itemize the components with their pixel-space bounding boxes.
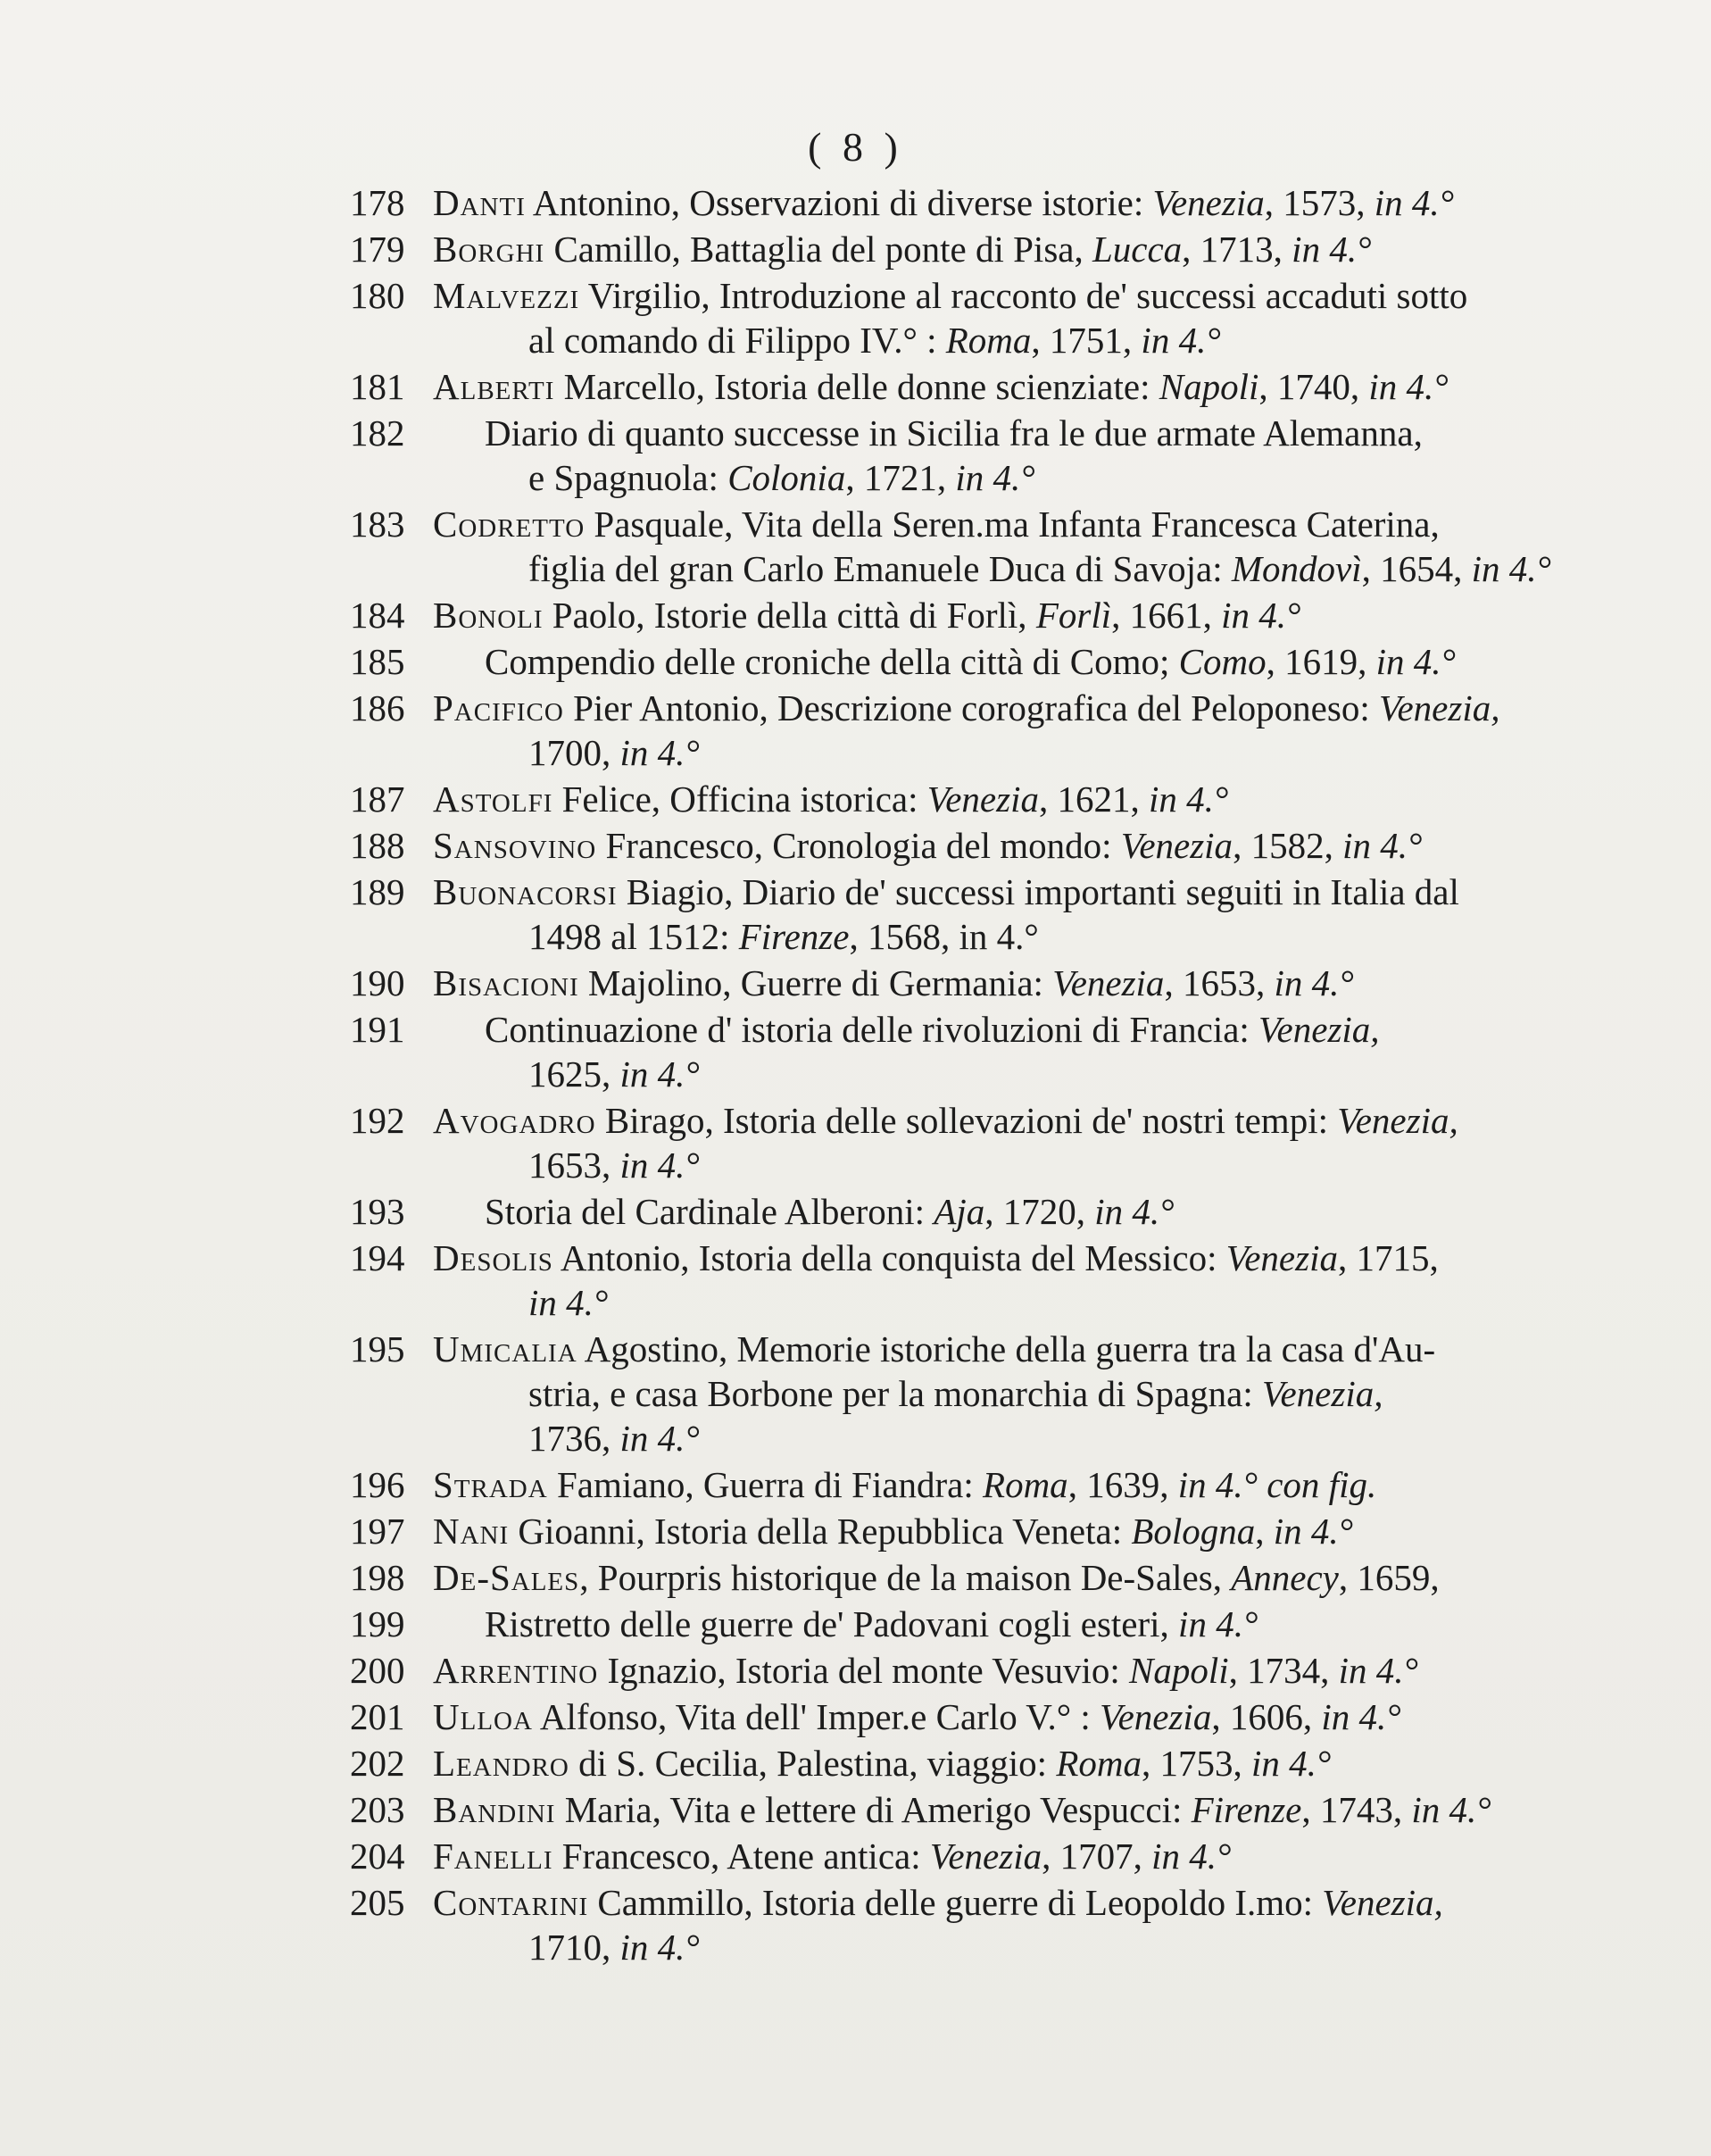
catalog-entry (350, 1648, 1528, 1693)
entry-format: in 4.° (619, 1145, 700, 1186)
entry-year: , 1639, (1067, 1464, 1178, 1505)
entry-author: Malvezzi (433, 275, 580, 316)
entry-year: , 1661, (1111, 595, 1222, 636)
entry-title: Cammillo, Istoria delle guerre di Leopoldo I.mo: (588, 1882, 1323, 1923)
entry-format: in 4.° (1375, 641, 1456, 682)
entry-place: Colonia (727, 457, 846, 498)
entry-place: Venezia (1120, 825, 1233, 866)
entry-author: Borghi (433, 229, 545, 270)
catalog-entry (350, 227, 1528, 271)
entry-author: Astolfi (433, 778, 553, 820)
entry-place: Napoli (1128, 1650, 1229, 1691)
entry-author: Codretto (433, 504, 586, 545)
entry-title: Pier Antonio, Descrizione corografica del Peloponeso: (563, 687, 1379, 728)
entry-year: , 1707, (1042, 1836, 1152, 1877)
entry-number: 181 (350, 366, 405, 407)
entry-year: 1625, (528, 1053, 620, 1095)
catalog-entry (350, 1787, 1528, 1832)
entry-place: Venezia, (1378, 687, 1500, 728)
entry-author: Fanelli (433, 1836, 553, 1877)
entry-format: in 4.° (1292, 229, 1372, 270)
entry-title: Diario di quanto successe in Sicilia fra le due armate Alemanna, (485, 412, 1423, 454)
entry-title: Virgilio, Introduzione al racconto de' successi accaduti sotto (579, 275, 1468, 316)
entry-place: Venezia (1152, 182, 1265, 223)
entry-year: , 1734, (1228, 1650, 1339, 1691)
entry-author: Danti (433, 182, 526, 223)
entry-title: Agostino, Memorie istoriche della guerra tra la casa d'Au- (577, 1328, 1436, 1369)
entry-number: 190 (350, 962, 405, 1003)
entry-number: 185 (350, 641, 405, 682)
entry-title: Birago, Istoria delle sollevazioni de' nostri tempi: (595, 1100, 1338, 1141)
entry-number: 188 (350, 825, 405, 866)
entry-number: 179 (350, 229, 405, 270)
entry-author: Pacifico (433, 687, 564, 728)
entry-author: Contarini (433, 1882, 589, 1923)
entry-author: Nani (433, 1511, 510, 1552)
entry-place: Aja (934, 1191, 985, 1232)
entry-author: Bonoli (433, 595, 544, 636)
entry-continuation: figlia del gran Carlo Emanuele Duca di Savoja: (528, 548, 1232, 589)
entry-format: in 4.° con fig. (1177, 1464, 1377, 1505)
entry-place: Bologna (1131, 1511, 1256, 1552)
entry-format: in 4.° (1151, 1836, 1232, 1877)
entry-format: in 4.° (1321, 1696, 1401, 1737)
entry-number: 182 (350, 412, 405, 454)
entry-format: in 4.° (1471, 548, 1551, 589)
entry-format: in 4.° (955, 457, 1035, 498)
entry-format: in 4.° (1274, 962, 1354, 1003)
catalog-list (350, 180, 1551, 1971)
entry-format: in 4.° (619, 732, 700, 773)
entry-author: Bandini (433, 1789, 556, 1830)
entry-year: , 1568, in 4.° (849, 916, 1039, 957)
entry-year: , 1743, (1301, 1789, 1412, 1830)
entry-number: 194 (350, 1237, 405, 1278)
entry-title: Ristretto delle guerre de' Padovani cogli esteri, (485, 1603, 1179, 1644)
entry-author: Buonacorsi (433, 871, 618, 912)
entry-number: 180 (350, 275, 405, 316)
entry-year: , 1740, (1258, 366, 1369, 407)
entry-format: in 4.° (1368, 366, 1449, 407)
catalog-entry (350, 1602, 1528, 1646)
catalog-entry (350, 1509, 1528, 1553)
entry-number: 184 (350, 595, 405, 636)
catalog-entry (350, 961, 1528, 1005)
entry-year: , 1751, (1031, 320, 1142, 361)
entry-author: Ulloa (433, 1696, 533, 1737)
entry-year: , 1653, (1164, 962, 1275, 1003)
entry-title: Francesco, Cronologia del mondo: (596, 825, 1121, 866)
catalog-entry (350, 1741, 1528, 1786)
entry-place: Forlì (1035, 595, 1112, 636)
entry-format: in 4.° (1141, 320, 1221, 361)
entry-place: Mondovì (1231, 548, 1362, 589)
entry-author: Umicalia (433, 1328, 577, 1369)
entry-year: , 1721, (845, 457, 956, 498)
entry-format: in 4.° (1221, 595, 1301, 636)
entry-place: Venezia (1225, 1237, 1338, 1278)
entry-place: Lucca (1092, 229, 1183, 270)
entry-title: Alfonso, Vita dell' Imper.e Carlo V.° : (532, 1696, 1101, 1737)
entry-year: 1736, (528, 1418, 620, 1459)
entry-title: Storia del Cardinale Alberoni: (485, 1191, 934, 1232)
entry-format: in 4.° (1338, 1650, 1418, 1691)
entry-title: Famiano, Guerra di Fiandra: (547, 1464, 984, 1505)
entry-format: in 4.° (619, 1053, 700, 1095)
entry-year: 1653, (528, 1145, 620, 1186)
entry-format: in 4.° (1178, 1603, 1258, 1644)
entry-number: 178 (350, 182, 405, 223)
entry-year: , 1659, (1338, 1557, 1440, 1598)
entry-year: , 1715, (1337, 1237, 1439, 1278)
catalog-entry (350, 1236, 1528, 1325)
catalog-entry (350, 1327, 1528, 1461)
entry-place: Firenze (738, 916, 850, 957)
entry-title: Biagio, Diario de' successi importanti seguiti in Italia dal (617, 871, 1459, 912)
entry-title: Francesco, Atene antica: (552, 1836, 930, 1877)
entry-place: Roma (1056, 1743, 1142, 1784)
entry-number: 187 (350, 778, 405, 820)
entry-place: Venezia (1100, 1696, 1212, 1737)
entry-place: Roma (945, 320, 1032, 361)
entry-year: , 1619, (1266, 641, 1376, 682)
catalog-entry (350, 180, 1528, 225)
entry-place: Venezia, (1322, 1882, 1443, 1923)
catalog-entry (350, 1694, 1528, 1739)
entry-format: in 4.° (1273, 1511, 1354, 1552)
page-number: ( 8 ) (808, 124, 903, 170)
entry-year: , 1606, (1211, 1696, 1322, 1737)
entry-title: di S. Cecilia, Palestina, viaggio: (569, 1743, 1057, 1784)
entry-place: Annecy (1231, 1557, 1339, 1598)
entry-format: in 4.° (1411, 1789, 1491, 1830)
entry-year: , 1621, (1038, 778, 1149, 820)
entry-continuation: al comando di Filippo IV.° : (528, 320, 946, 361)
entry-title: Continuazione d' istoria delle rivoluzioni di Francia: (485, 1009, 1259, 1050)
catalog-entry (350, 777, 1528, 821)
catalog-entry (350, 823, 1528, 868)
entry-title: Paolo, Istorie della città di Forlì, (543, 595, 1036, 636)
catalog-entry (350, 364, 1528, 409)
entry-title: Gioanni, Istoria della Repubblica Veneta: (509, 1511, 1132, 1552)
entry-place: Firenze (1191, 1789, 1302, 1830)
catalog-entry (350, 593, 1528, 637)
entry-number: 197 (350, 1511, 405, 1552)
catalog-entry (350, 502, 1551, 591)
entry-author: Bisacioni (433, 962, 579, 1003)
entry-author: Alberti (433, 366, 555, 407)
entry-number: 201 (350, 1696, 405, 1737)
entry-place: Venezia (1052, 962, 1165, 1003)
entry-author: Avogadro (433, 1100, 596, 1141)
entry-place: Roma (983, 1464, 1068, 1505)
catalog-entry (350, 1007, 1528, 1096)
entry-title: Compendio delle croniche della città di Como; (485, 641, 1179, 682)
entry-continuation: stria, e casa Borbone per la monarchia di Spagna: (528, 1373, 1262, 1414)
entry-number: 192 (350, 1100, 405, 1141)
entry-author: Strada (433, 1464, 548, 1505)
entry-year: , 1753, (1141, 1743, 1251, 1784)
entry-format: in 4.° (1374, 182, 1455, 223)
entry-year: , 1654, (1361, 548, 1472, 589)
entry-place: Venezia (926, 778, 1039, 820)
entry-title: Felice, Officina istorica: (552, 778, 927, 820)
entry-number: 202 (350, 1743, 405, 1784)
entry-number: 191 (350, 1009, 405, 1050)
entry-number: 205 (350, 1882, 405, 1923)
entry-number: 196 (350, 1464, 405, 1505)
entry-year: , (1255, 1511, 1274, 1552)
catalog-entry (350, 639, 1528, 684)
catalog-entry (350, 1880, 1528, 1969)
entry-format: in 4.° (1094, 1191, 1175, 1232)
entry-place: Venezia, (1261, 1373, 1383, 1414)
entry-place: Venezia (929, 1836, 1042, 1877)
entry-format: in 4.° (1148, 778, 1229, 820)
entry-title: Majolino, Guerre di Germania: (578, 962, 1053, 1003)
entry-number: 189 (350, 871, 405, 912)
entry-number: 183 (350, 504, 405, 545)
entry-title: Antonino, Osservazioni di diverse istorie: (525, 182, 1153, 223)
entry-author: Arrentino (433, 1650, 599, 1691)
entry-number: 198 (350, 1557, 405, 1598)
catalog-entry (350, 1098, 1528, 1187)
entry-continuation: e Spagnuola: (528, 457, 728, 498)
entry-number: 199 (350, 1603, 405, 1644)
entry-title: Marcello, Istoria delle donne scienziate: (554, 366, 1159, 407)
entry-year: , 1713, (1182, 229, 1292, 270)
entry-place: Venezia, (1337, 1100, 1458, 1141)
entry-year: , 1582, (1233, 825, 1343, 866)
entry-format: in 4.° (619, 1927, 700, 1968)
entry-continuation: 1498 al 1512: (528, 916, 739, 957)
entry-year: , 1573, (1264, 182, 1375, 223)
entry-place: Venezia, (1258, 1009, 1380, 1050)
catalog-entry (350, 1189, 1528, 1234)
entry-format: in 4.° (1342, 825, 1423, 866)
entry-number: 193 (350, 1191, 405, 1232)
catalog-entry (350, 870, 1528, 959)
entry-format: in 4.° (528, 1282, 609, 1323)
catalog-entry (350, 1555, 1528, 1600)
entry-place: Como (1178, 641, 1267, 682)
entry-title: Camillo, Battaglia del ponte di Pisa, (544, 229, 1092, 270)
entry-number: 203 (350, 1789, 405, 1830)
entry-title: Pasquale, Vita della Seren.ma Infanta Francesca Caterina, (585, 504, 1440, 545)
catalog-entry (350, 411, 1528, 500)
catalog-entry (350, 1834, 1528, 1878)
entry-format: in 4.° (619, 1418, 700, 1459)
entry-number: 195 (350, 1328, 405, 1369)
entry-title: Antonio, Istoria della conquista del Messico: (552, 1237, 1226, 1278)
entry-title: , Pourpris historique de la maison De-Sales, (579, 1557, 1232, 1598)
entry-number: 186 (350, 687, 405, 728)
entry-year: 1710, (528, 1927, 620, 1968)
entry-number: 200 (350, 1650, 405, 1691)
entry-author: Desolis (433, 1237, 553, 1278)
catalog-entry (350, 686, 1528, 775)
entry-author: Sansovino (433, 825, 597, 866)
entry-title: Maria, Vita e lettere di Amerigo Vespucci: (555, 1789, 1192, 1830)
entry-format: in 4.° (1250, 1743, 1332, 1784)
entry-title: Ignazio, Istoria del monte Vesuvio: (598, 1650, 1129, 1691)
entry-number: 204 (350, 1836, 405, 1877)
catalog-entry (350, 1462, 1528, 1507)
entry-author: Leandro (433, 1743, 569, 1784)
catalog-entry (350, 273, 1528, 362)
entry-author: De-Sales (433, 1557, 580, 1598)
entry-year: , 1720, (984, 1191, 1095, 1232)
entry-year: 1700, (528, 732, 620, 773)
entry-place: Napoli (1159, 366, 1259, 407)
